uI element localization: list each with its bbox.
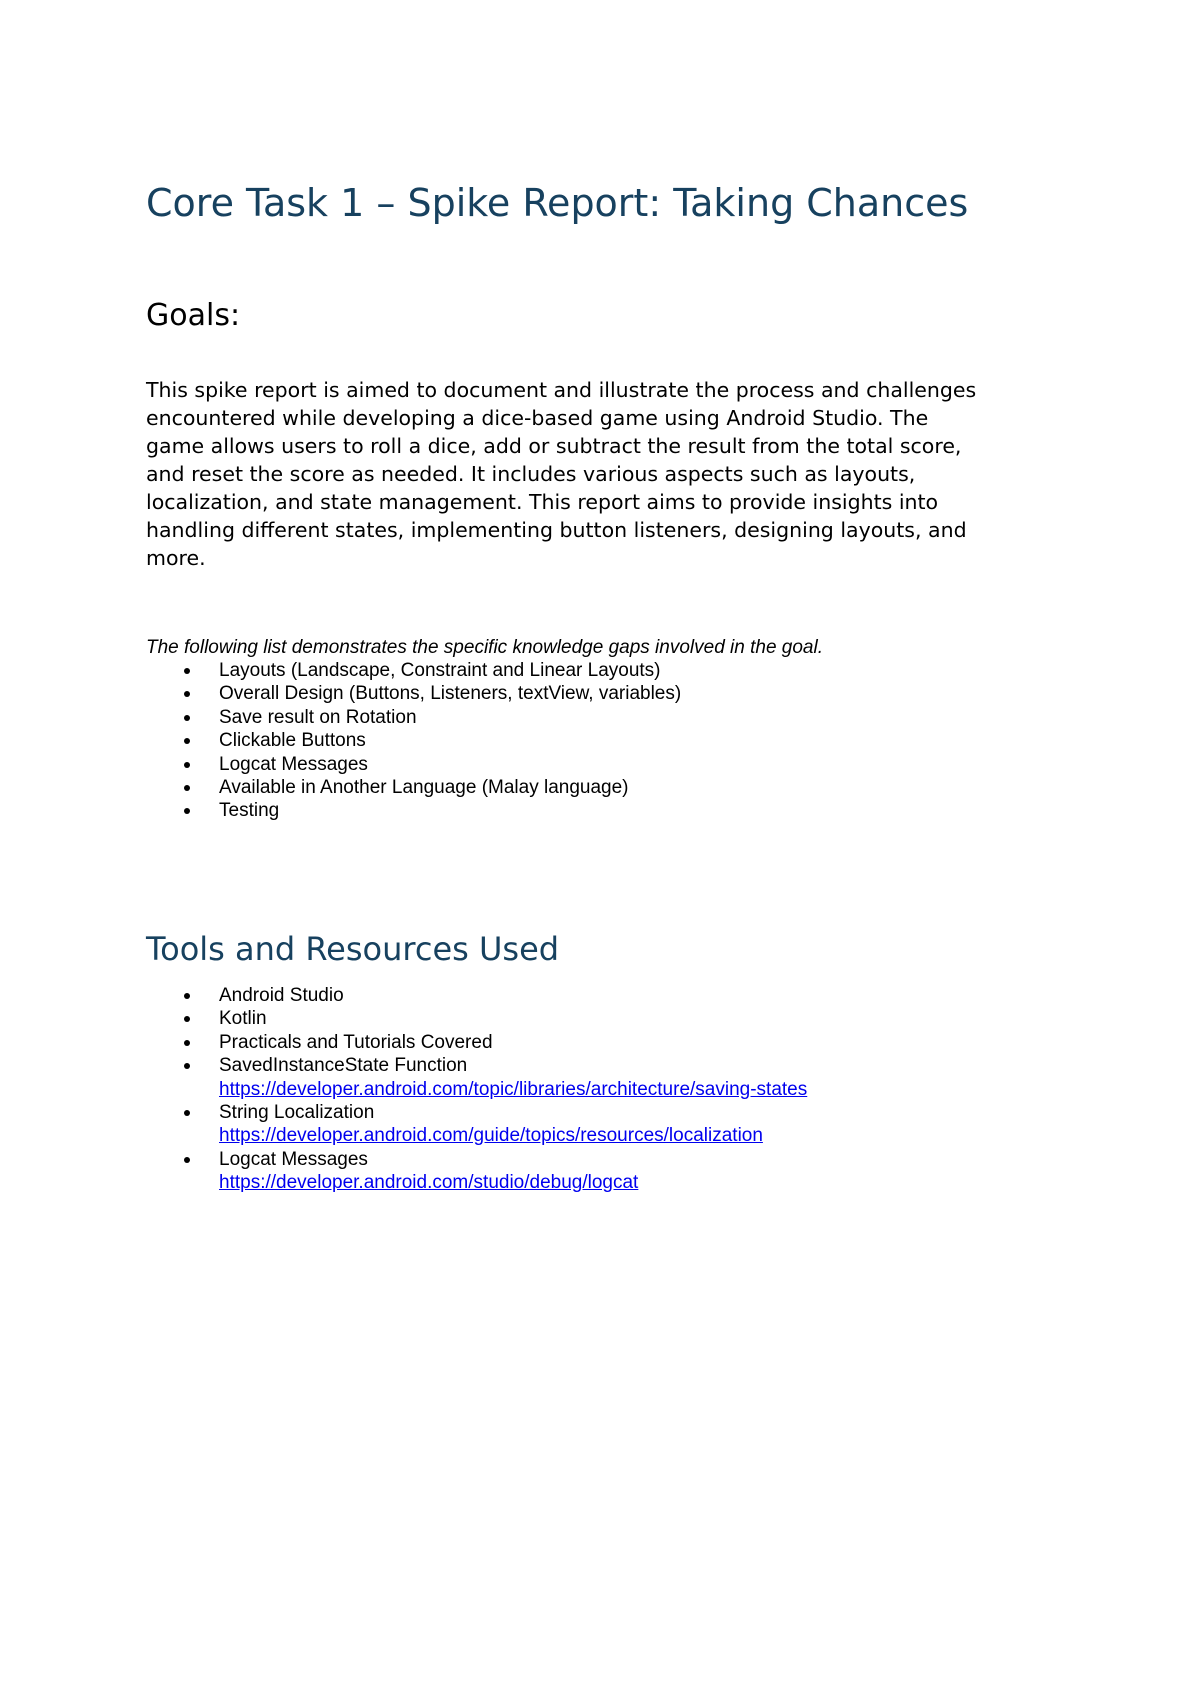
list-item [146,706,681,729]
tool-label: String Localization [219,1102,375,1124]
knowledge-gaps-caption: The following list demonstrates the specific knowledge gaps involved in the goal. [146,637,823,658]
tool-label: SavedInstanceState Function [219,1055,468,1077]
tool-label: Logcat Messages [219,1148,368,1170]
bullet-icon [184,1016,190,1022]
tool-label: Kotlin [219,1008,267,1030]
intro-line: This spike report is aimed to document and illustrate the process and challenges [146,378,977,402]
intro-line: and reset the score as needed. It includes various aspects such as layouts, [146,462,916,486]
goals-heading: Goals: [146,298,241,333]
list-item [146,682,681,705]
intro-paragraph [146,376,1066,572]
knowledge-gaps-list [146,659,681,823]
tool-label: Android Studio [219,985,344,1006]
list-item-text: Overall Design (Buttons, Listeners, textView, variables) [219,683,682,705]
bullet-icon [184,1063,190,1069]
bullet-icon [184,785,190,791]
bullet-icon [184,715,190,721]
list-item-text: Logcat Messages [219,753,368,775]
bullet-icon [184,762,190,768]
bullet-icon [184,808,190,814]
list-item [146,984,807,1007]
list-item [146,1007,807,1030]
tools-list [146,984,807,1195]
bullet-icon [184,668,190,674]
list-item [146,753,681,776]
intro-line: localization, and state management. This report aims to provide insights into [146,490,939,514]
intro-line: encountered while developing a dice-based game using Android Studio. The [146,406,929,430]
bullet-icon [184,691,190,697]
list-item-text: Layouts (Landscape, Constraint and Linear Layouts) [219,660,661,681]
bullet-icon [184,1157,190,1163]
document-title: Core Task 1 – Spike Report: Taking Chances [146,181,969,225]
list-item-text: Available in Another Language (Malay language) [219,777,629,799]
list-item [146,1148,807,1195]
list-item-text: Clickable Buttons [219,730,366,752]
intro-line: game allows users to roll a dice, add or subtract the result from the total score, [146,434,962,458]
saving-states-link[interactable]: https://developer.android.com/topic/libraries/architecture/saving-states [219,1078,808,1100]
bullet-icon [184,738,190,744]
intro-line: handling different states, implementing button listeners, designing layouts, and [146,518,967,542]
logcat-link[interactable]: https://developer.android.com/studio/debug/logcat [219,1172,639,1194]
list-item [146,1031,807,1054]
localization-link[interactable]: https://developer.android.com/guide/topics/resources/localization [219,1125,763,1147]
list-item [146,1101,807,1148]
bullet-icon [184,1110,190,1116]
tools-heading: Tools and Resources Used [146,930,560,968]
bullet-icon [184,1040,190,1046]
list-item-text: Testing [219,800,280,822]
intro-line: more. [146,546,206,570]
bullet-icon [184,993,190,999]
list-item [146,729,681,752]
tool-label: Practicals and Tutorials Covered [219,1031,493,1053]
list-item-text: Save result on Rotation [219,706,417,728]
list-item [146,776,681,799]
list-item [146,799,681,822]
list-item [146,1054,807,1101]
list-item [146,659,681,682]
